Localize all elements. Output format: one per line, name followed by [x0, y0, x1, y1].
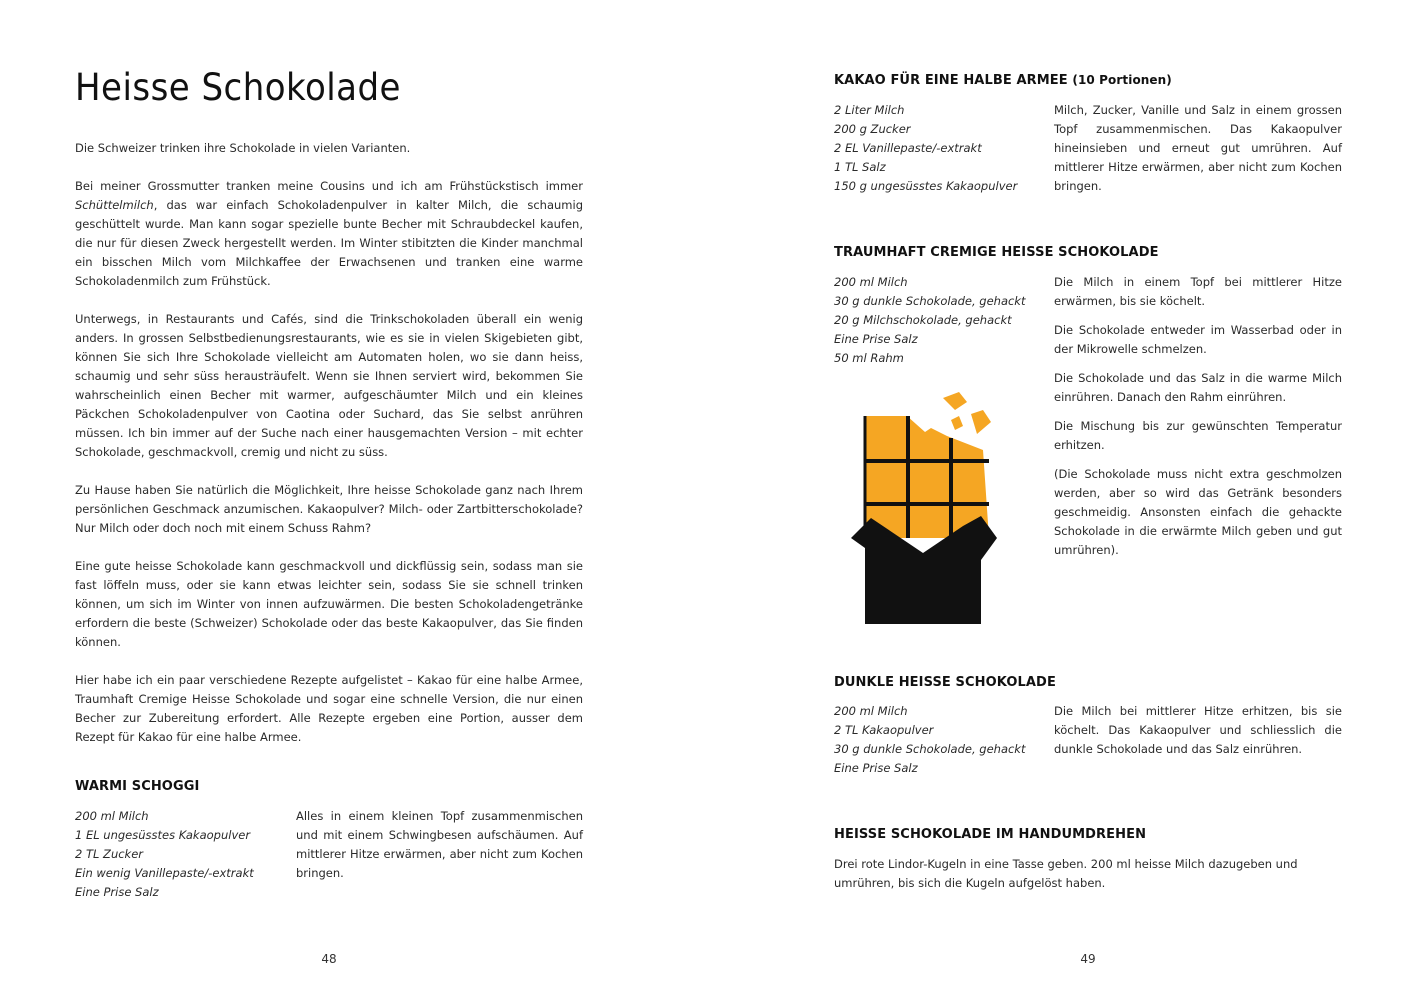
ingredient-item: 30 g dunkle Schokolade, gehackt	[834, 742, 1026, 756]
ingredient-item: 50 ml Rahm	[834, 351, 904, 365]
intro-paragraph	[75, 557, 583, 652]
ingredient-list-dunkle	[834, 702, 1039, 778]
recipe-heading-halbe-armee-portions: (10 Portionen)	[1072, 73, 1172, 87]
intro-text-segment: Die Schweizer trinken ihre Schokolade in vielen Varianten.	[75, 141, 411, 155]
page-number-right: 49	[1080, 952, 1096, 966]
recipe-heading-cremige: TRAUMHAFT CREMIGE HEISSE SCHOKOLADE	[834, 245, 1159, 260]
steps-cremige	[1054, 273, 1342, 570]
recipe-heading-halbe-armee-title: KAKAO FÜR EINE HALBE ARMEE	[834, 73, 1068, 88]
ingredient-item: Eine Prise Salz	[75, 885, 159, 899]
right-page	[708, 0, 1417, 1000]
intro-paragraph	[75, 481, 583, 538]
ingredient-item: 2 TL Kakaopulver	[834, 723, 934, 737]
intro-emphasis: Schüttelmilch	[75, 198, 154, 212]
intro-text	[75, 139, 583, 766]
ingredient-item: 1 EL ungesüsstes Kakaopulver	[75, 828, 251, 842]
left-page	[0, 0, 708, 1000]
steps-warmi-schoggi	[296, 807, 583, 893]
step-paragraph: Alles in einem kleinen Topf zusammenmischen und mit einem Schwingbesen aufschäumen. Auf mittlerer Hitze erwärmen, aber nicht zum Kochen bringen.	[296, 809, 583, 880]
intro-text-segment: Eine gute heisse Schokolade kann geschmackvoll und dickflüssig sein, sodass man sie fast löffeln muss, oder sie kann etwas leichter sein, sodass Sie sie schnell trinken können, um sich im Winter von innen aufzuwärmen. Die besten Schokoladengetränke erfordern die beste (Schweizer) Schokolade oder das beste Kakaopulver, das Sie finden können.	[75, 559, 583, 649]
step-paragraph: Die Mischung bis zur gewünschten Temperatur erhitzen.	[1054, 419, 1342, 452]
intro-paragraph	[75, 139, 583, 158]
ingredient-item: Eine Prise Salz	[834, 761, 918, 775]
recipe-heading-dunkle: DUNKLE HEISSE SCHOKOLADE	[834, 675, 1056, 690]
page-number-left: 48	[321, 952, 337, 966]
ingredient-item: 30 g dunkle Schokolade, gehackt	[834, 294, 1026, 308]
intro-text-segment: Bei meiner Grossmutter tranken meine Cousins und ich am Frühstückstisch immer	[75, 179, 583, 193]
ingredient-item: 2 TL Zucker	[75, 847, 144, 861]
ingredient-item: 2 Liter Milch	[834, 103, 905, 117]
ingredient-list-halbe-armee	[834, 101, 1039, 196]
intro-text-segment: , das war einfach Schokoladenpulver in kalter Milch, die schaumig geschüttelt wurde. Man kann sogar spezielle bunte Becher mit Schraubdeckel kaufen, die nur für diesen Zweck hergestellt werden. Im Winter stibitzten die Kinder manchmal ein bisschen Milch vom Milchkaffee der Erwachsenen und tranken eine warme Schokoladenmilch zum Frühstück.	[75, 198, 583, 288]
intro-text-segment: Unterwegs, in Restaurants und Cafés, sind die Trinkschokoladen überall ein wenig anders. In grossen Selbstbedienungsrestaurants, wie es sie in vielen Skigebieten gibt, können Sie sich Ihre Schokolade vielleicht am Automaten holen, wo sie dann heiss, schaumig und sehr süss herausträufelt. Wenn sie Ihnen serviert wird, bekommen Sie wahrscheinlich einen Becher mit warmer, aufgeschäumter Milch und ein kleines Päckchen Schokoladenpulver von Caotina oder Suchard, das Sie selbst anrühren müssen. Ich bin immer auf der Suche nach einer hausgemachten Version – mit echter Schokolade, geschmackvoll, cremig und nicht zu süss.	[75, 312, 583, 459]
ingredient-item: 1 TL Salz	[834, 160, 886, 174]
ingredient-list-warmi-schoggi	[75, 807, 280, 902]
steps-halbe-armee	[1054, 101, 1342, 206]
step-paragraph: Milch, Zucker, Vanille und Salz in einem grossen Topf zusammenmischen. Das Kakaopulver hineinsieben und erneut gut umrühren. Auf mittlerer Hitze erwärmen, aber nicht zum Kochen bringen.	[1054, 103, 1342, 193]
ingredient-item: 200 g Zucker	[834, 122, 911, 136]
intro-text-segment: Zu Hause haben Sie natürlich die Möglichkeit, Ihre heisse Schokolade ganz nach Ihrem persönlichen Geschmack anzumischen. Kakaopulver? Milch- oder Zartbitterschokolade? Nur Milch oder doch noch mit einem Schuss Rahm?	[75, 483, 583, 535]
intro-paragraph	[75, 310, 583, 462]
ingredient-item: 20 g Milchschokolade, gehackt	[834, 313, 1012, 327]
ingredient-item: 200 ml Milch	[834, 704, 908, 718]
recipe-heading-halbe-armee	[834, 73, 1172, 88]
ingredient-item: 200 ml Milch	[834, 275, 908, 289]
ingredient-item: 150 g ungesüsstes Kakaopulver	[834, 179, 1018, 193]
ingredient-item: Ein wenig Vanillepaste/-extrakt	[75, 866, 254, 880]
step-paragraph: Die Schokolade und das Salz in die warme Milch einrühren. Danach den Rahm einrühren.	[1054, 371, 1342, 404]
step-paragraph: Die Milch bei mittlerer Hitze erhitzen, bis sie köchelt. Das Kakaopulver und schliesslich die dunkle Schokolade und das Salz einrühren.	[1054, 704, 1342, 756]
recipe-heading-handumdrehen: HEISSE SCHOKOLADE IM HANDUMDREHEN	[834, 827, 1147, 842]
ingredient-list-cremige	[834, 273, 1039, 368]
step-paragraph: (Die Schokolade muss nicht extra geschmolzen werden, aber so wird das Getränk besonders geschmeidig. Ansonsten einfach die gehackte Schokolade in die erwärmte Milch geben und gut umrühren).	[1054, 467, 1342, 557]
step-paragraph: Die Milch in einem Topf bei mittlerer Hitze erwärmen, bis sie köchelt.	[1054, 275, 1342, 308]
steps-dunkle	[1054, 702, 1342, 769]
ingredient-item: Eine Prise Salz	[834, 332, 918, 346]
intro-text-segment: Hier habe ich ein paar verschiedene Rezepte aufgelistet – Kakao für eine halbe Armee, Traumhaft Cremige Heisse Schokolade und sogar eine schnelle Version, die nur einen Becher zur Zubereitung erfordert. Alle Rezepte ergeben eine Portion, ausser dem Rezept für Kakao für eine halbe Armee.	[75, 673, 583, 744]
ingredient-item: 200 ml Milch	[75, 809, 149, 823]
ingredient-item: 2 EL Vanillepaste/-extrakt	[834, 141, 982, 155]
recipe-heading-warmi-schoggi: WARMI SCHOGGI	[75, 779, 200, 794]
intro-paragraph	[75, 671, 583, 747]
intro-paragraph	[75, 177, 583, 291]
step-paragraph: Die Schokolade entweder im Wasserbad oder in der Mikrowelle schmelzen.	[1054, 323, 1342, 356]
text-handumdrehen: Drei rote Lindor-Kugeln in eine Tasse geben. 200 ml heisse Milch dazugeben und umrühren, bis sich die Kugeln aufgelöst haben.	[834, 857, 1298, 890]
page-title: Heisse Schokolade	[75, 66, 401, 109]
chocolate-bar-icon	[851, 388, 1011, 628]
